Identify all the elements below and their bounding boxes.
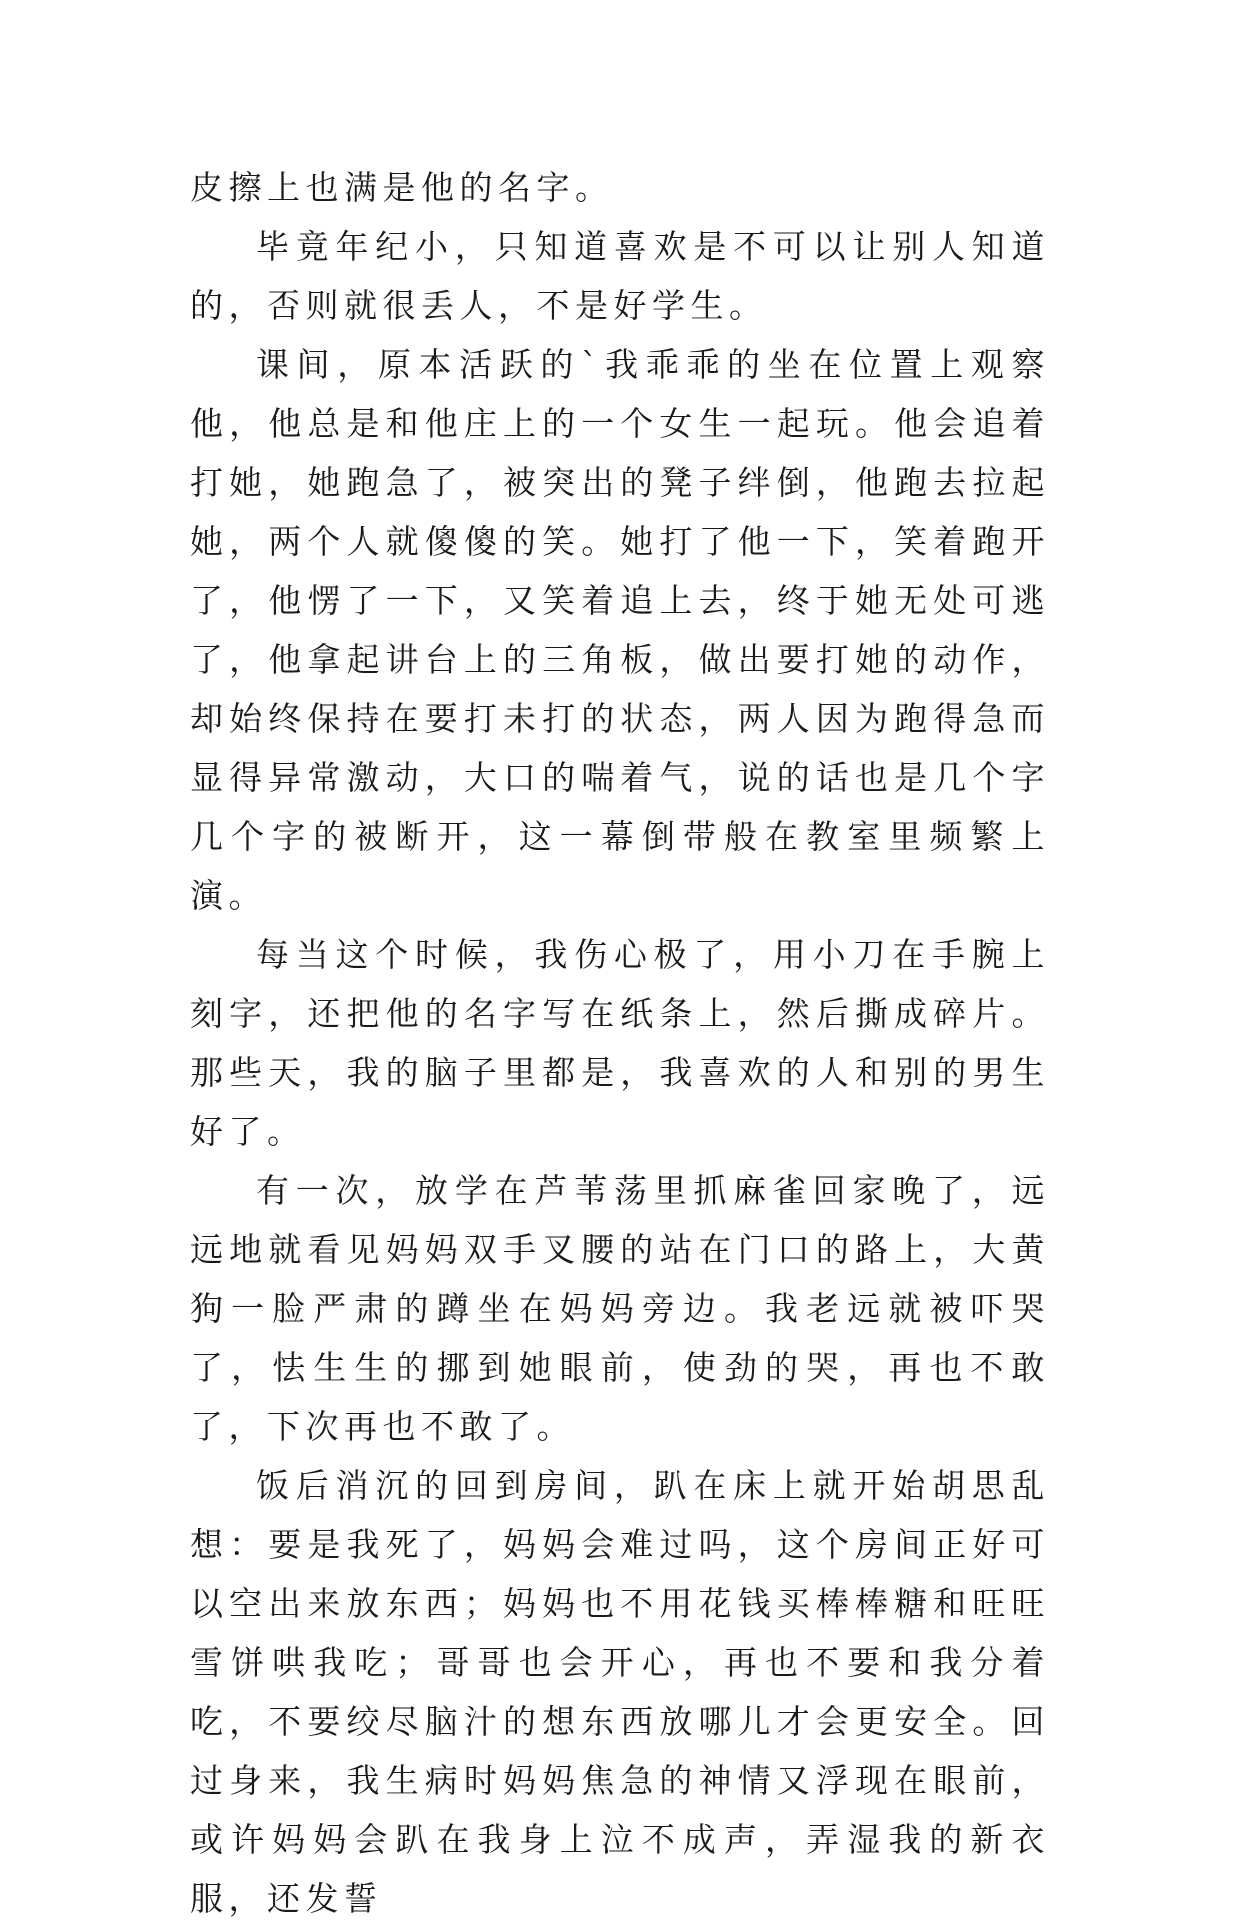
paragraph-5: 有一次，放学在芦苇荡里抓麻雀回家晚了，远远地就看见妈妈双手叉腰的站在门口的路上，大黄狗一脸严肃的蹲坐在妈妈旁边。我老远就被吓哭了，怯生生的挪到她眼前，使劲的哭，再也不敢了，下次再也不敢了。 (190, 1171, 1050, 1446)
paragraph-2: 毕竟年纪小，只知道喜欢是不可以让别人知道的，否则就很丢人，不是好学生。 (190, 227, 1050, 325)
paragraph-6: 饭后消沉的回到房间，趴在床上就开始胡思乱想：要是我死了，妈妈会难过吗，这个房间正好可以空出来放东西；妈妈也不用花钱买棒棒糖和旺旺雪饼哄我吃；哥哥也会开心，再也不要和我分着吃，不要绞尽脑汁的想东西放哪儿才会更安全。回过身来，我生病时妈妈焦急的神情又浮现在眼前，或许妈妈会趴在我身上泣不成声，弄湿我的新衣服，还发誓 (190, 1466, 1050, 1918)
paragraph-4: 每当这个时候，我伤心极了，用小刀在手腕上刻字，还把他的名字写在纸条上，然后撕成碎片。那些天，我的脑子里都是，我喜欢的人和别的男生好了。 (190, 935, 1050, 1151)
paragraph-3: 课间，原本活跃的`我乖乖的坐在位置上观察他，他总是和他庄上的一个女生一起玩。他会追着打她，她跑急了，被突出的凳子绊倒，他跑去拉起她，两个人就傻傻的笑。她打了他一下，笑着跑开了，他愣了一下，又笑着追上去，终于她无处可逃了，他拿起讲台上的三角板，做出要打她的动作，却始终保持在要打未打的状态，两人因为跑得急而显得异常激动，大口的喘着气，说的话也是几个字几个字的被断开，这一幕倒带般在教室里频繁上演。 (190, 345, 1050, 915)
document-body (190, 158, 1050, 1928)
paragraph-1: 皮擦上也满是他的名字。 (190, 168, 614, 207)
